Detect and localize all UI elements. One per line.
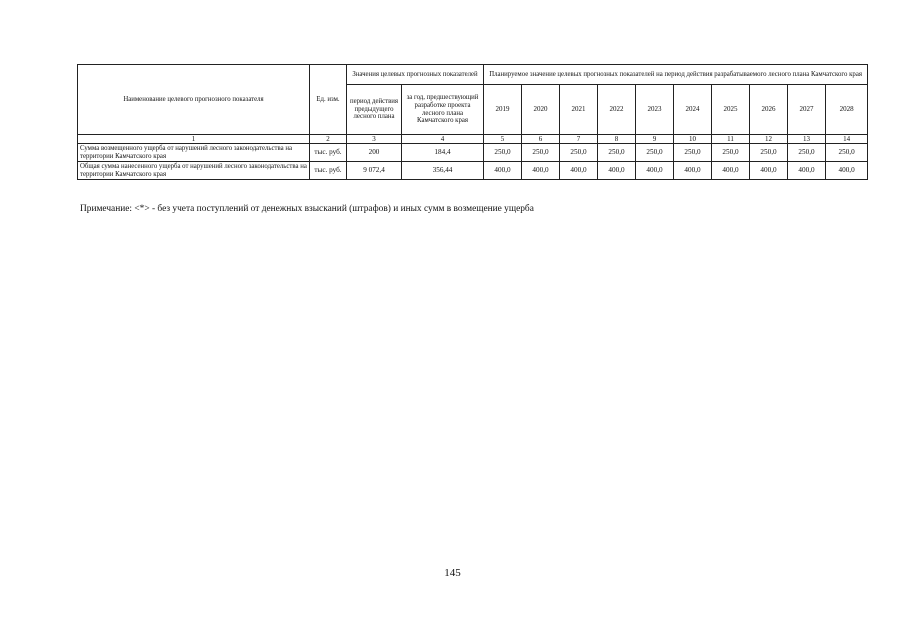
- table-row: [78, 162, 868, 180]
- column-number: 3: [347, 135, 402, 144]
- row-planned-value: 400,0: [750, 162, 788, 180]
- header-indicator-name: Наименование целевого прогнозного показателя: [78, 65, 310, 135]
- header-year: 2023: [636, 85, 674, 135]
- forecast-indicators-table: [77, 64, 868, 180]
- header-year: 2028: [826, 85, 868, 135]
- header-group-planned: Планируемое значение целевых прогнозных показателей на период действия разрабатываемого лесного плана Камчатского края: [484, 65, 868, 85]
- row-prev-value: 200: [347, 144, 402, 162]
- header-unit: Ед. изм.: [310, 65, 347, 135]
- column-number: 8: [598, 135, 636, 144]
- row-year-before-value: 356,44: [402, 162, 484, 180]
- header-year: 2021: [560, 85, 598, 135]
- row-indicator-name: Общая сумма нанесенного ущерба от нарушений лесного законодательства на территории Камчатского края: [78, 162, 310, 180]
- header-year: 2022: [598, 85, 636, 135]
- column-number: 1: [78, 135, 310, 144]
- row-planned-value: 400,0: [484, 162, 522, 180]
- row-planned-value: 400,0: [788, 162, 826, 180]
- row-planned-value: 400,0: [826, 162, 868, 180]
- row-year-before-value: 184,4: [402, 144, 484, 162]
- row-indicator-name: Сумма возмещенного ущерба от нарушений лесного законодательства на территории Камчатского края: [78, 144, 310, 162]
- column-numbers-row: [78, 135, 868, 144]
- column-number: 10: [674, 135, 712, 144]
- header-year: 2024: [674, 85, 712, 135]
- row-planned-value: 250,0: [560, 144, 598, 162]
- column-number: 6: [522, 135, 560, 144]
- header-group-current: Значения целевых прогнозных показателей: [347, 65, 484, 85]
- header-year: 2026: [750, 85, 788, 135]
- header-year: 2019: [484, 85, 522, 135]
- header-period-prev: период действия предыдущего лесного плана: [347, 85, 402, 135]
- row-planned-value: 400,0: [674, 162, 712, 180]
- row-planned-value: 250,0: [598, 144, 636, 162]
- row-prev-value: 9 072,4: [347, 162, 402, 180]
- table-header-row-1: [78, 65, 868, 85]
- table-row: [78, 144, 868, 162]
- row-planned-value: 250,0: [750, 144, 788, 162]
- column-number: 11: [712, 135, 750, 144]
- row-planned-value: 400,0: [636, 162, 674, 180]
- column-number: 4: [402, 135, 484, 144]
- row-planned-value: 250,0: [788, 144, 826, 162]
- column-number: 2: [310, 135, 347, 144]
- page-number: 145: [444, 567, 461, 579]
- header-year: 2025: [712, 85, 750, 135]
- column-number: 5: [484, 135, 522, 144]
- header-year: 2020: [522, 85, 560, 135]
- row-planned-value: 250,0: [826, 144, 868, 162]
- column-number: 13: [788, 135, 826, 144]
- row-unit: тыс. руб.: [310, 162, 347, 180]
- row-unit: тыс. руб.: [310, 144, 347, 162]
- row-planned-value: 400,0: [598, 162, 636, 180]
- row-planned-value: 250,0: [674, 144, 712, 162]
- column-number: 14: [826, 135, 868, 144]
- row-planned-value: 400,0: [712, 162, 750, 180]
- header-year-before: за год, предшествующий разработке проекта лесного плана Камчатского края: [402, 85, 484, 135]
- header-year: 2027: [788, 85, 826, 135]
- column-number: 9: [636, 135, 674, 144]
- row-planned-value: 250,0: [636, 144, 674, 162]
- row-planned-value: 250,0: [712, 144, 750, 162]
- footnote: Примечание: <*> - без учета поступлений от денежных взысканий (штрафов) и иных сумм в возмещение ущерба: [80, 204, 534, 214]
- row-planned-value: 400,0: [522, 162, 560, 180]
- column-number: 12: [750, 135, 788, 144]
- row-planned-value: 250,0: [522, 144, 560, 162]
- row-planned-value: 250,0: [484, 144, 522, 162]
- row-planned-value: 400,0: [560, 162, 598, 180]
- column-number: 7: [560, 135, 598, 144]
